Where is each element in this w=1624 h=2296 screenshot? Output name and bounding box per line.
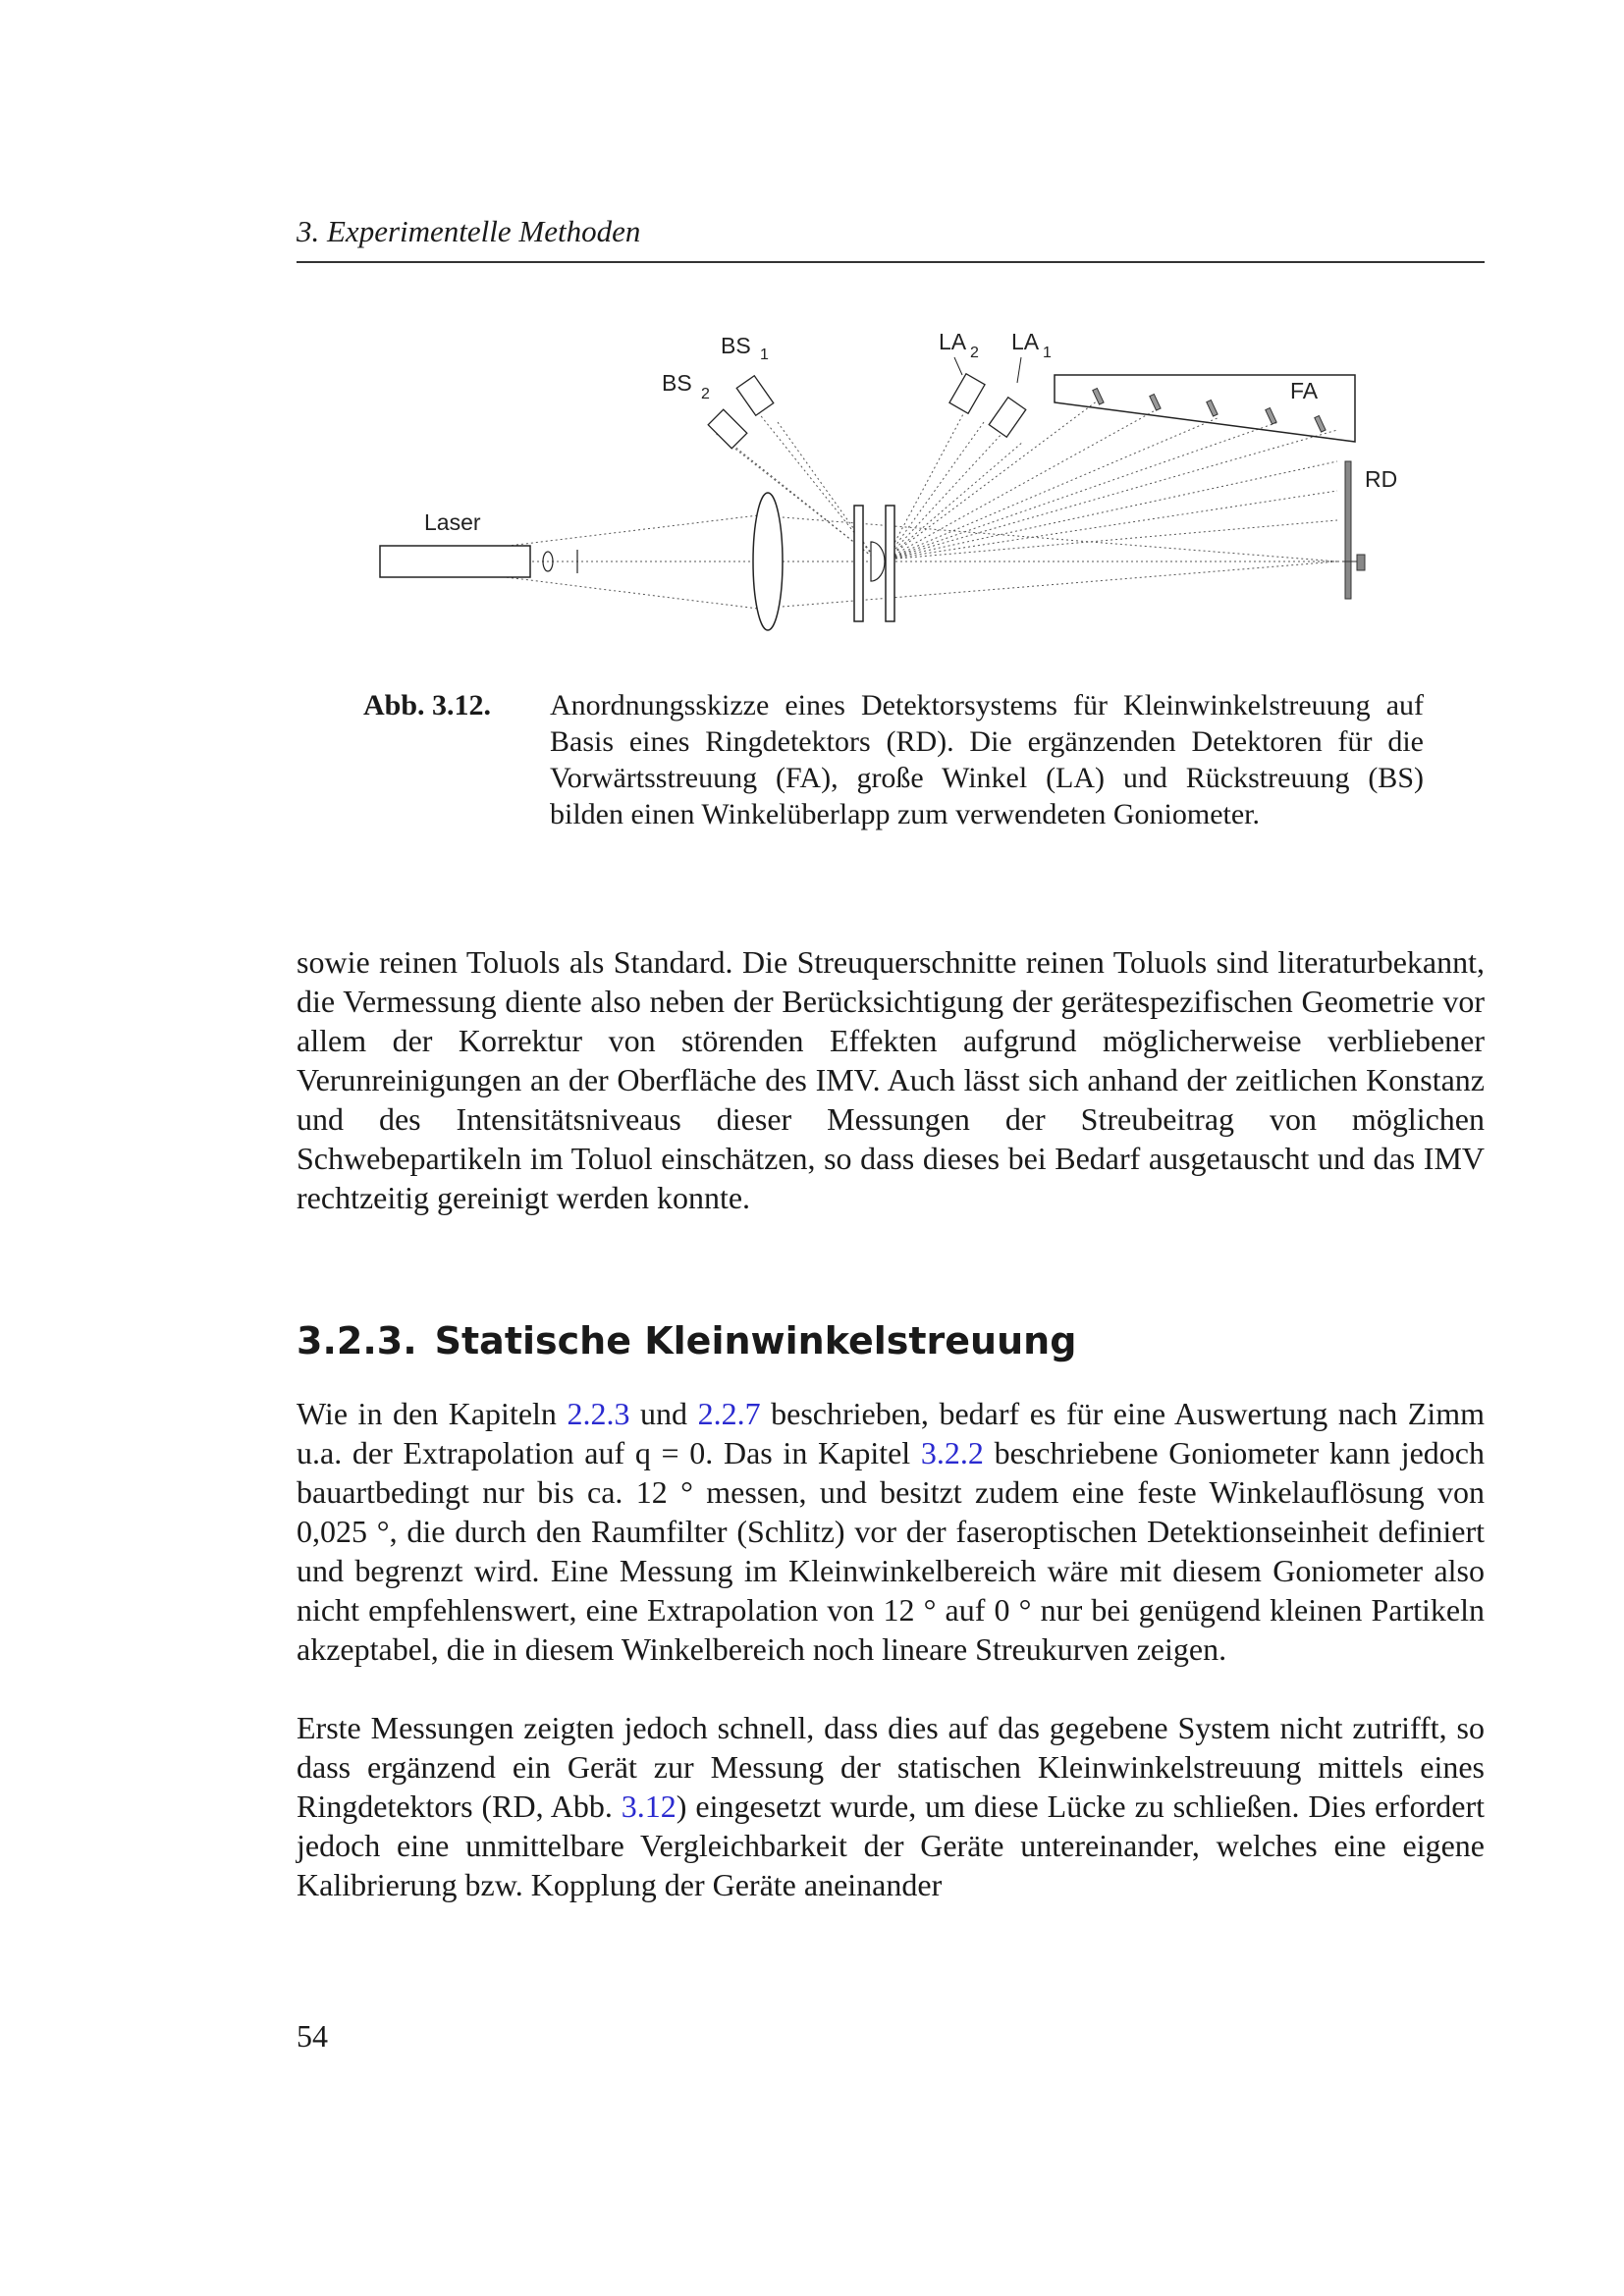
la2-sub: 2	[970, 345, 979, 361]
paragraph-2-text-4: beschriebene Goniometer kann jedoch bauartbedingt nur bis ca. 12 ° messen, und besitzt zudem eine feste Winkelauflösung von 0,025 °, die durch den Raumfilter (Schlitz) vor der faseroptischen Detektionseinheit definiert und begrenzt wird. Eine Messung im Kleinwinkelbereich wäre mit diesem Goniometer also nicht empfehlenswert, eine Extrapolation von 12 ° auf 0 ° nur bei genügend kleinen Partikeln akzeptabel, die in diesem Winkelbereich noch lineare Streukurven zeigen.	[297, 1435, 1486, 1667]
caption-text: Anordnungsskizze eines Detektorsystems für Kleinwinkelstreuung auf Basis eines Ringdetektors (RD). Die ergänzenden Detektoren für die Vorwärtsstreuung (FA), große Winkel (LA) und Rückstreuung (BS) bilden einen Winkelüberlapp zum verwendeten Goniometer.	[550, 689, 1424, 830]
paragraph-2-text-3: beschrieben, bedarf es für eine Auswertung nach Zimm u.a. der Extrapolation auf q = 0. Das in Kapitel	[297, 1396, 1486, 1470]
paragraph-2-text-1: Wie in den Kapiteln	[297, 1396, 568, 1431]
lens	[753, 493, 783, 630]
bs2-detector	[708, 409, 747, 449]
ring-detector	[1345, 461, 1351, 599]
page-number: 54	[297, 2018, 328, 2054]
la1-detector	[989, 398, 1026, 437]
fa-label: FA	[1290, 378, 1319, 403]
svg-text:LA	[1011, 329, 1040, 354]
detector-diagram	[297, 314, 1485, 648]
svg-text:LA	[939, 329, 967, 354]
paragraph-3-text-1: Erste Messungen zeigten jedoch schnell, dass dies auf das gegebene System nicht zutrifft, so dass ergänzend ein Gerät zur Messung der statischen Kleinwinkelstreuung mittels eines Ringdetektors (RD, Abb.	[297, 1710, 1485, 1824]
section-heading	[297, 1319, 1076, 1362]
section-number: 3.2.3.	[297, 1319, 417, 1362]
laser-box	[380, 546, 530, 577]
bs1-label: BS	[721, 333, 751, 358]
la1-label: LA	[1011, 329, 1040, 354]
cuvette-plate-2	[886, 506, 894, 621]
paragraph-2	[297, 1394, 1485, 1669]
paragraph-3	[297, 1708, 1485, 1904]
cuvette-plate-1	[854, 506, 863, 621]
paragraph-2-text-2: und	[629, 1396, 698, 1431]
ref-2-2-3[interactable]: 2.2.3	[567, 1396, 630, 1431]
running-title: 3. Experimentelle Methoden	[297, 214, 641, 248]
la2-detector	[949, 374, 985, 413]
caption-label: Abb. 3.12.	[363, 689, 492, 721]
svg-text:BS	[662, 370, 692, 396]
ref-abb-3-12[interactable]: 3.12	[621, 1789, 677, 1824]
rd-label: RD	[1365, 466, 1398, 492]
paragraph-3-text-2: ) eingesetzt wurde, um diese Lücke zu schließen. Dies erfordert jedoch eine unmittelbare Vergleichbarkeit der Geräte untereinander, welches eine eigene Kalibrierung bzw. Kopplung der Geräte aneinander	[297, 1789, 1486, 1902]
ref-2-2-7[interactable]: 2.2.7	[697, 1396, 761, 1431]
la2-label: LA	[939, 329, 967, 354]
ref-3-2-2[interactable]: 3.2.2	[920, 1435, 984, 1470]
running-header	[297, 212, 1485, 263]
bs2-label: BS	[662, 370, 692, 396]
bs1-sub: 1	[760, 347, 769, 363]
paragraph-1: sowie reinen Toluols als Standard. Die Streuquerschnitte reinen Toluols sind literaturbekannt, die Vermessung diente also neben der Berücksichtigung der gerätespezifischen Geometrie vor allem der Korrektur von störenden Effekten aufgrund möglicherweise verbliebener Verunreinigungen an der Oberfläche des IMV. Auch lässt sich anhand der zeitlichen Konstanz und des Intensitätsniveaus dieser Messungen der Streubeitrag von möglichen Schwebepartikeln im Toluol einschätzen, so dass dieses bei Bedarf ausgetauscht und das IMV rechtzeitig gereinigt werden konnte.	[297, 944, 1485, 1215]
laser-label: Laser	[424, 509, 481, 535]
la1-sub: 1	[1043, 345, 1052, 361]
section-title-text: Statische Kleinwinkelstreuung	[434, 1319, 1077, 1362]
bs1-detector	[736, 376, 774, 415]
svg-text:BS	[721, 333, 751, 358]
bs2-sub: 2	[701, 386, 710, 402]
